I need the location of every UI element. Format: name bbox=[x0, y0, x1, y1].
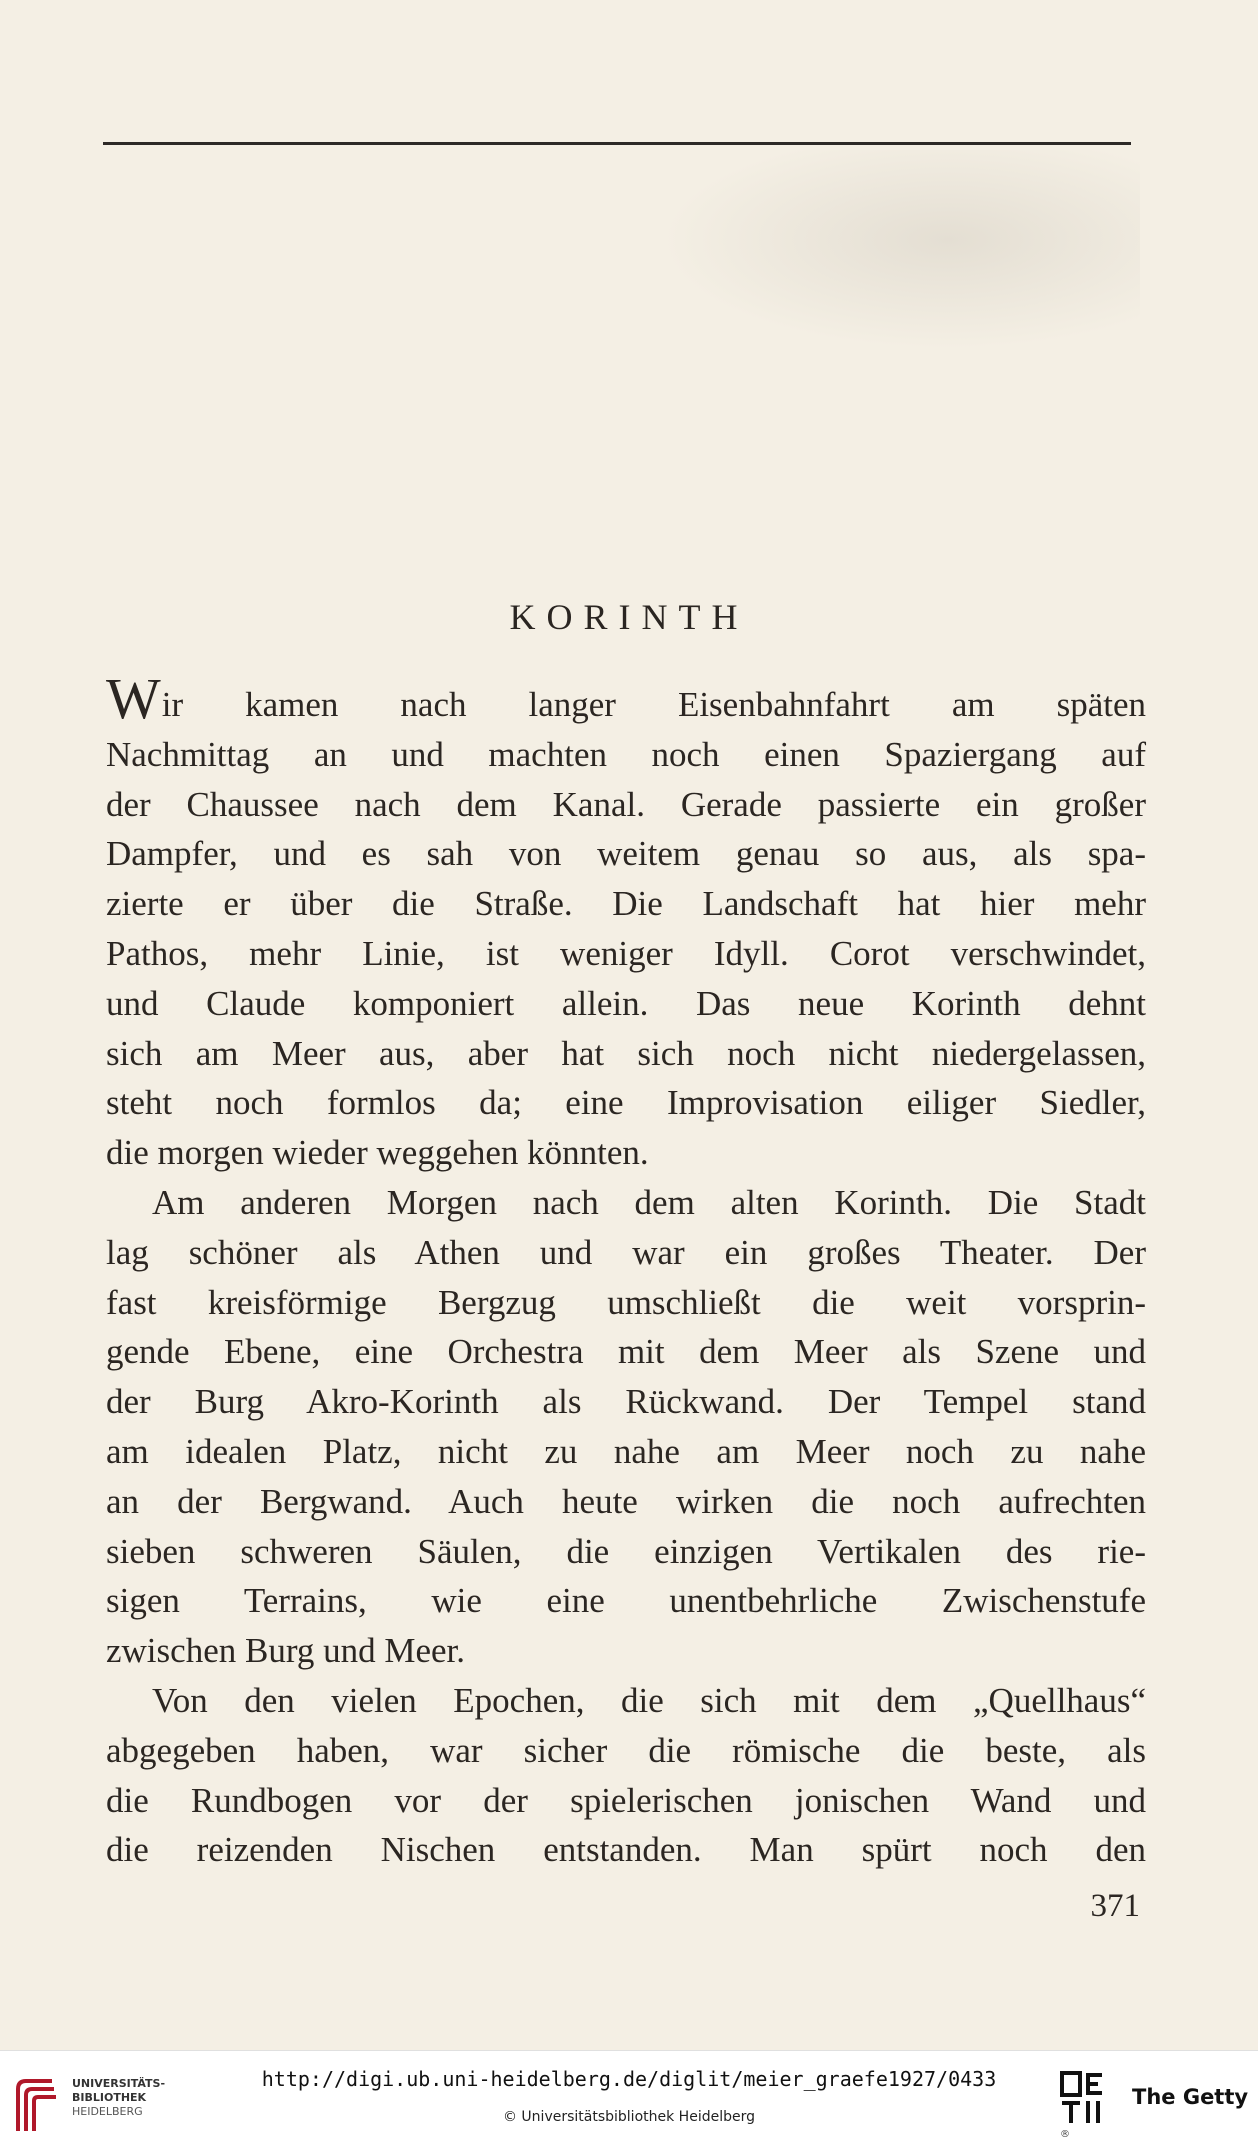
getty-name: The Getty bbox=[1132, 2085, 1249, 2109]
text-line: der Burg Akro-Korinth als Rückwand. Der Tempel stand bbox=[106, 1382, 1146, 1422]
text-line: Dampfer, und es sah von weitem genau so aus, als spa- bbox=[106, 834, 1146, 874]
text-line: sieben schweren Säulen, die einzigen Vertikalen des rie- bbox=[106, 1531, 1146, 1571]
getty-logo-icon bbox=[1058, 2069, 1108, 2125]
text-line: sigen Terrains, wie eine unentbehrliche Zwischenstufe bbox=[106, 1581, 1146, 1621]
text-lines bbox=[106, 730, 1146, 1875]
text-line: die reizenden Nischen entstanden. Man spürt noch den bbox=[106, 1830, 1146, 1870]
text-line: steht noch formlos da; eine Improvisation eiliger Siedler, bbox=[106, 1083, 1146, 1123]
text-line: zierte er über die Straße. Die Landschaft hat hier mehr bbox=[106, 884, 1146, 924]
text-line: die morgen wieder weggehen könnten. bbox=[106, 1133, 649, 1173]
first-line-text: ir kamen nach langer Eisenbahnfahrt am späten bbox=[161, 685, 1146, 724]
text-line: gende Ebene, eine Orchestra mit dem Meer als Szene und bbox=[106, 1332, 1146, 1372]
text-line: an der Bergwand. Auch heute wirken die noch aufrechten bbox=[106, 1481, 1146, 1521]
text-line: die Rundbogen vor der spielerischen jonischen Wand und bbox=[106, 1780, 1146, 1820]
text-line: sich am Meer aus, aber hat sich noch nicht niedergelassen, bbox=[106, 1033, 1146, 1073]
text-line: Von den vielen Epochen, die sich mit dem „Quellhaus“ bbox=[152, 1680, 1146, 1720]
text-line: lag schöner als Athen und war ein großes Theater. Der bbox=[106, 1232, 1146, 1272]
text-line: Am anderen Morgen nach dem alten Korinth. Die Stadt bbox=[152, 1182, 1146, 1222]
page-number: 371 bbox=[1090, 1888, 1140, 1924]
footer-bar bbox=[0, 2050, 1258, 2147]
permalink-url[interactable]: http://digi.ub.uni-heidelberg.de/diglit/meier_graefe1927/0433 bbox=[261, 2067, 997, 2091]
text-line: abgegeben haben, war sicher die römische die beste, als bbox=[106, 1730, 1146, 1770]
text-line: Pathos, mehr Linie, ist weniger Idyll. Corot verschwindet, bbox=[106, 933, 1146, 973]
text-line: Nachmittag an und machten noch einen Spaziergang auf bbox=[106, 734, 1146, 774]
text-line: am idealen Platz, nicht zu nahe am Meer noch zu nahe bbox=[106, 1431, 1146, 1471]
header-rule bbox=[103, 142, 1131, 145]
text-line: und Claude komponiert allein. Das neue Korinth dehnt bbox=[106, 983, 1146, 1023]
library-name-line-3: HEIDELBERG bbox=[72, 2105, 143, 2118]
body-text bbox=[106, 666, 1146, 1875]
show-through-shadow bbox=[660, 150, 1140, 350]
text-line: zwischen Burg und Meer. bbox=[106, 1631, 466, 1671]
chapter-title: KORINTH bbox=[509, 597, 749, 637]
copyright-notice: © Universitätsbibliothek Heidelberg bbox=[502, 2109, 755, 2125]
library-name-line-2: BIBLIOTHEK bbox=[72, 2091, 147, 2104]
drop-cap: W bbox=[106, 666, 161, 731]
text-line: der Chaussee nach dem Kanal. Gerade passierte ein großer bbox=[106, 784, 1146, 824]
registered-mark: ® bbox=[1060, 2129, 1070, 2140]
text-line: fast kreisförmige Bergzug umschließt die weit vorsprin- bbox=[106, 1282, 1146, 1322]
first-line bbox=[106, 666, 1146, 731]
library-name-line-1: UNIVERSITÄTS- bbox=[72, 2077, 166, 2090]
